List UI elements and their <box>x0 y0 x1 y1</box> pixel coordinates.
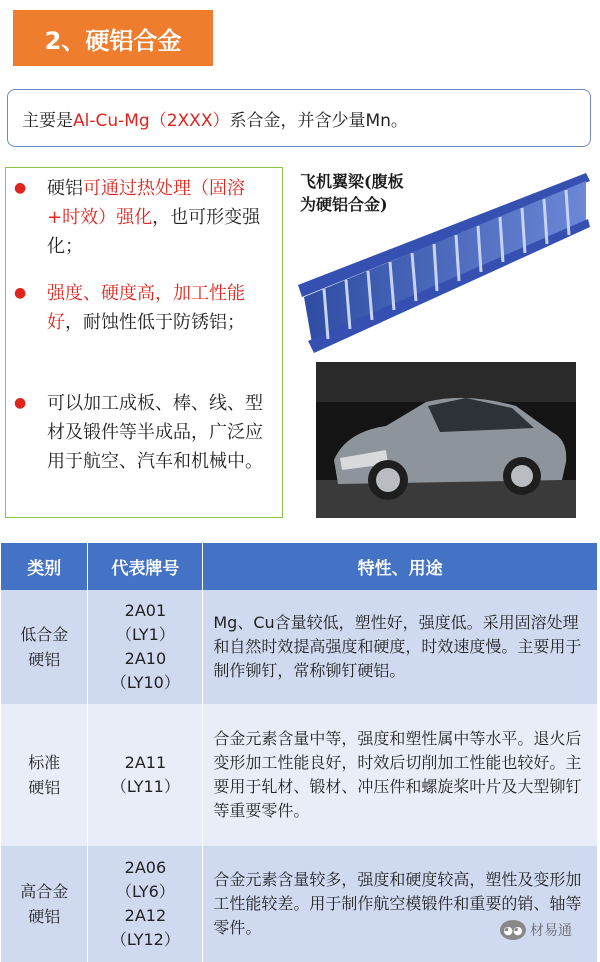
feature-list <box>5 167 283 518</box>
grade-cell: 2A11 （LY11） <box>88 704 203 846</box>
bullet-highlight: 强度、硬度高，加工性能好 <box>47 283 245 333</box>
description-cell: 合金元素含量较多，强度和硬度较高，塑性及变形加工性能较差。用于制作航空模锻件和重要的销、轴等零件。 <box>203 846 598 962</box>
car-photo <box>316 362 576 518</box>
bullet-text: 可以加工成板、棒、线、型材及锻件等半成品，广泛应用于航空、汽车和机械中。 <box>47 393 263 472</box>
table-row <box>1 704 598 846</box>
bullet-text: 硬铝 <box>47 178 83 199</box>
category-cell: 高合金 硬铝 <box>1 846 88 962</box>
bullet-dot-icon: ● <box>14 285 27 301</box>
bullet-dot-icon: ● <box>14 395 27 411</box>
alloy-table <box>1 543 598 962</box>
table-row <box>1 846 598 962</box>
intro-highlight: Al-Cu-Mg（2XXX） <box>73 110 230 131</box>
intro-prefix: 主要是 <box>22 110 73 131</box>
grade-cell: 2A06 （LY6） 2A12 （LY12） <box>88 846 203 962</box>
caption-line: 为硬铝合金) <box>300 195 388 214</box>
bullet-text: ，耐蚀性低于防锈铝； <box>65 312 245 333</box>
image-caption <box>300 170 404 216</box>
column-header: 特性、用途 <box>203 543 598 590</box>
intro-suffix: 系合金，并含少量Mn。 <box>229 110 408 131</box>
wechat-icon: ◕◕ <box>500 920 526 940</box>
section-title: 2、硬铝合金 <box>13 10 213 66</box>
table-row <box>1 590 598 704</box>
table-header-row <box>1 543 598 590</box>
bullet-text: ，也可形变强化； <box>47 207 261 257</box>
watermark <box>500 920 572 940</box>
caption-line: 飞机翼梁(腹板 <box>300 172 404 191</box>
category-cell: 标准 硬铝 <box>1 704 88 846</box>
description-cell: Mg、Cu含量较低，塑性好，强度低。采用固溶处理和自然时效提高强度和硬度，时效速度慢。主要用于制作铆钉，常称铆钉硬铝。 <box>203 590 598 704</box>
bullet-dot-icon: ● <box>14 180 27 196</box>
column-header: 类别 <box>1 543 88 590</box>
column-header: 代表牌号 <box>88 543 203 590</box>
grade-cell: 2A01 （LY1） 2A10 （LY10） <box>88 590 203 704</box>
category-cell: 低合金 硬铝 <box>1 590 88 704</box>
bullet-highlight: 可通过热处理（固溶+时效）强化 <box>47 178 245 228</box>
intro-box <box>7 89 591 147</box>
description-cell: 合金元素含量中等，强度和塑性属中等水平。退火后变形加工性能良好，时效后切削加工性能也较好。主要用于轧材、锻材、冲压件和螺旋桨叶片及大型铆钉等重要零件。 <box>203 704 598 846</box>
watermark-text: 材易通 <box>530 923 572 939</box>
